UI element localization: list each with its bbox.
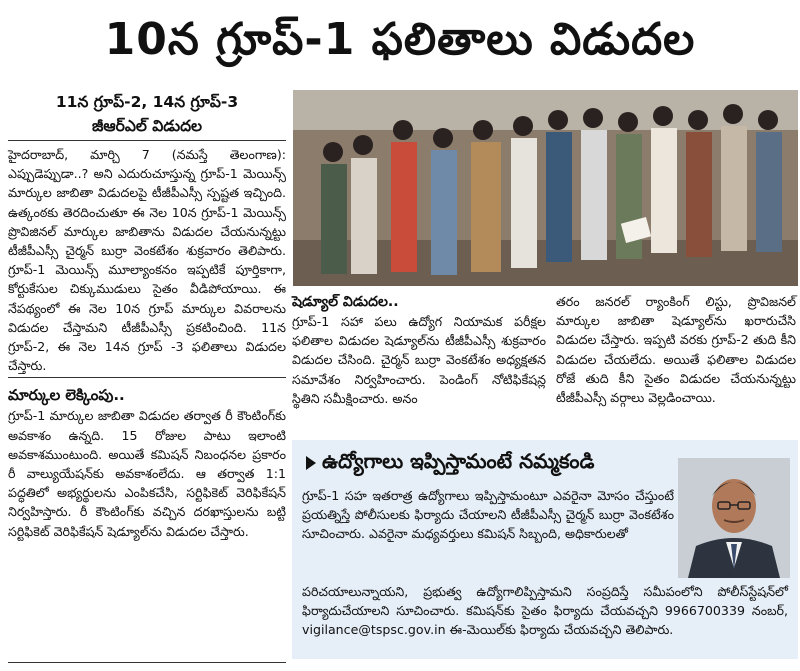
section-heading-counting: మార్కుల లెక్కింపు..: [8, 386, 125, 405]
warning-box-paragraph: గ్రూప్-1 సహ ఇతరాత్ర ఉద్యోగాలు ఇప్పిస్తామంటూ ఎవరైనా మోసం చేస్తుంటే ప్రయత్నిస్తే పోలీసులకు ఫిర్యాదు చేయాలని టీజీపీఎస్సీ చైర్మన్ బుర్రా వెంకటేశం సూచించారు. ఎవరైనా మధ్యవర్తులు కమిషన్ సిబ్బంది, అధికారులతో: [302, 488, 674, 542]
schedule-paragraph-continued: తరం జనరల్ ర్యాంకింగ్ లిస్టు, ప్రొవిజనల్ మార్కుల జాబితా షెడ్యూల్‌ను ఖరారుచేసి విడుదల చేస్తారు. ఇప్పటి వరకు గ్రూప్-2 తుది కీని విడుదల చేయలేదు. అయితే ఫలితాల విడుదల రోజే తుది కీని సైతం విడుదల చేయనున్నట్టు టీజీపీఎస్సీ వర్గాలు వెల్లడించాయి.: [556, 294, 796, 406]
left-column: [8, 90, 286, 541]
section-divider: [8, 377, 286, 378]
arrow-bullet-icon: [306, 456, 316, 470]
lead-paragraph: హైదరాబాద్, మార్చి 7 (నమస్తే తెలంగాణ): ఎప్పుడెప్పుడా..? అని ఎదురుచూస్తున్న గ్రూప్-1 మెయిన్స్ మార్కుల జాబితా విడుదలపై టీజీపీఎస్సీ స్పష్టత ఇచ్చింది. ఉత్కంఠకు తెరదించుతూ ఈ నెల 10న గ్రూప్-1 మెయిన్స్ ప్రొవిజినల్ మార్కుల జాబితాను విడుదల చేయనున్నట్టు టీజీపీఎస్సీ చైర్మన్ బుర్రా వెంకటేశం శుక్రవారం తెలిపారు. గ్రూప్-1 మెయిన్స్ మూల్యాంకనం ఇప్పటికే పూర్తికాగా, కోర్టుకేసుల చిక్కుముడులు సైతం వీడిపోయాయి. ఈ నేపథ్యంలో ఈ నెల 10న గ్రూప్ మార్కుల వివరాలను విడుదల చేస్తామని టీజీపీఎస్సీ ప్రకటించింది. 11న గ్రూప్-2, ఈ నెల 14న గ్రూప్ -3 ఫలితాలు విడుదల చేస్తారు.: [8, 147, 286, 374]
counting-paragraph: గ్రూప్-1 మార్కుల జాబితా విడుదల తర్వాత రీ కౌంటింగ్‌కు అవకాశం ఉన్నది. 15 రోజుల పాటు ఇలాంటి అవకాశముంటుంది. అయితే కమిషన్ నిబంధనల ప్రకారం రీ వాల్యుయేషన్‌కు అవకాశంలేదు. ఆ తర్వాత 1:1 పద్ధతిలో అభ్యర్థులను ఎంపికచేసి, సర్టిఫికెట్ వెరిఫికేషన్ నిర్వహిస్తారు. రీ కౌంటింగ్‌కు వచ్చిన దరఖాస్తులను బట్టి సర్టిఫికెట్ వెరిఫికేషన్ షెడ్యూల్‌ను విడుదల చేస్తారు.: [8, 408, 286, 539]
right-column: [556, 292, 796, 407]
chairman-portrait: [678, 458, 790, 578]
headline: 10న గ్రూప్-1 ఫలితాలు విడుదల: [104, 14, 696, 65]
subhead-line-1: 11న గ్రూప్-2, 14న గ్రూప్-3: [55, 93, 239, 111]
section-heading-schedule: షెడ్యూల్ విడుదల..: [292, 294, 399, 310]
warning-box: [292, 440, 798, 659]
crowd-photo: [293, 90, 798, 286]
subhead-divider: [8, 140, 286, 141]
middle-column: [292, 292, 546, 408]
warning-box-paragraph-continued: పరిచయాలున్నాయని, ప్రభుత్వ ఉద్యోగాలిప్పిస్తామని సంప్రదిస్తే సమీపంలోని పోలీస్‌స్టేషన్‌లో ఫిర్యాదుచేయాలని సూచించారు. కమిషన్‌కు సైతం ఫిర్యాదు చేయవచ్చని 9966700339 నంబర్, vigilance@tspsc.gov.in ఈ-మెయిల్‌కు ఫిర్యాదు చేయవచ్చని తెలిపారు.: [302, 584, 788, 638]
bottom-divider: [8, 662, 286, 663]
crowd-photo-illustration: [293, 90, 798, 286]
warning-box-heading: [306, 446, 594, 476]
subhead-line-2: జీఆర్ఎల్ విడుదల: [91, 117, 203, 135]
schedule-paragraph: గ్రూప్-1 సహా పలు ఉద్యోగ నియామక పరీక్షల ఫలితాల విడుదల షెడ్యూల్‌ను టీజీపీఎస్సీ శుక్రవారం విడుదల చేసింది. చైర్మన్ బుర్రా వెంకటేశం అధ్యక్షతన సమావేశం నిర్వహించారు. పెండింగ్ నోటిఫికేషన్ల స్థితిని సమీక్షించారు. అనం: [292, 314, 546, 406]
warning-box-heading-text: ఉద్యోగాలు ఇప్పిస్తామంటే నమ్మకండి: [322, 449, 595, 473]
portrait-illustration: [678, 458, 790, 578]
